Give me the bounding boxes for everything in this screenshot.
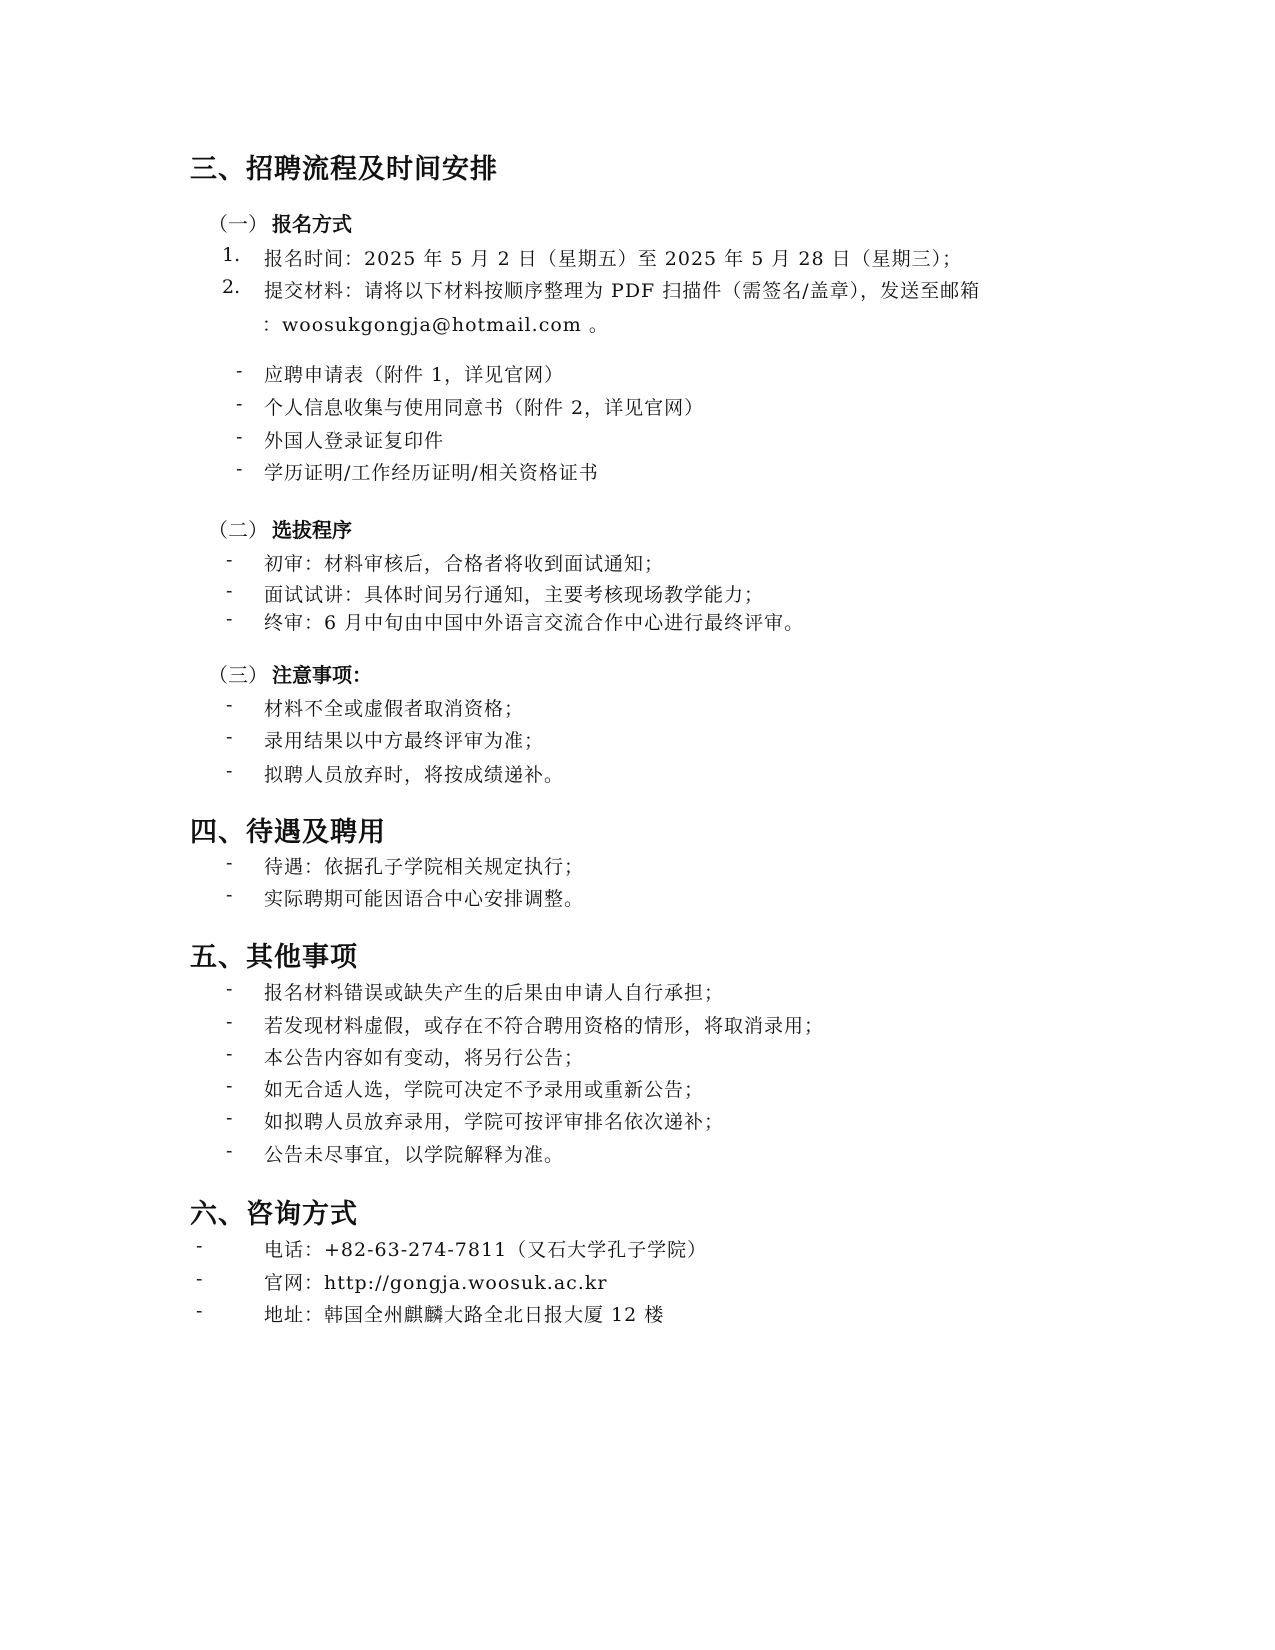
list-dash: - [226, 694, 233, 716]
selection-item: 终审：6 月中旬由中国中外语言交流合作中心进行最终评审。 [264, 612, 805, 634]
other-item: 本公告内容如有变动，将另行公告； [264, 1047, 585, 1069]
benefits-item: 实际聘期可能因语合中心安排调整。 [264, 888, 585, 910]
list-dash: - [226, 884, 233, 906]
selection-item: 初审：材料审核后，合格者将收到面试通知； [264, 553, 665, 575]
list-dash: - [226, 726, 233, 748]
contact-address: 地址：韩国全州麒麟大路全北日报大厦 12 楼 [264, 1304, 665, 1326]
subsection-title: 报名方式 [272, 212, 352, 236]
material-item: 个人信息收集与使用同意书（附件 2，详见官网） [264, 397, 705, 419]
subsection-marker: （一） [208, 212, 268, 236]
section-heading-3: 三、招聘流程及时间安排 [190, 154, 498, 185]
material-item: 应聘申请表（附件 1，详见官网） [264, 364, 565, 386]
benefits-item: 待遇：依据孔子学院相关规定执行； [264, 856, 585, 878]
subsection-title: 注意事项： [272, 663, 372, 687]
list-dash: - [226, 978, 233, 1000]
registration-time: 报名时间：2025 年 5 月 2 日（星期五）至 2025 年 5 月 28 日（星期三）； [264, 248, 963, 270]
other-item: 若发现材料虚假，或存在不符合聘用资格的情形，将取消录用； [264, 1015, 825, 1037]
section-heading-4: 四、待遇及聘用 [190, 817, 386, 848]
notes-item: 拟聘人员放弃时，将按成绩递补。 [264, 764, 565, 786]
subsection-title: 选拔程序 [272, 518, 352, 542]
list-dash: - [226, 1043, 233, 1065]
list-dash: - [226, 549, 233, 571]
list-dash: - [226, 760, 233, 782]
section-heading-6: 六、咨询方式 [190, 1199, 358, 1230]
other-item: 如拟聘人员放弃录用，学院可按评审排名依次递补； [264, 1111, 725, 1133]
list-dash: - [226, 608, 233, 630]
list-dash: - [226, 1011, 233, 1033]
list-dash: - [196, 1300, 203, 1322]
selection-item: 面试试讲：具体时间另行通知，主要考核现场教学能力； [264, 584, 765, 606]
list-dash: - [196, 1235, 203, 1257]
list-number: 2. [222, 276, 241, 298]
list-dash: - [196, 1268, 203, 1290]
material-item: 外国人登录证复印件 [264, 430, 445, 452]
list-dash: - [226, 1107, 233, 1129]
subsection-heading-selection [208, 514, 352, 543]
list-number: 1. [222, 244, 241, 266]
subsection-marker: （三） [208, 663, 268, 687]
submission-email: ：woosukgongja@hotmail.com 。 [262, 314, 609, 336]
other-item: 报名材料错误或缺失产生的后果由申请人自行承担； [264, 982, 725, 1004]
notes-item: 录用结果以中方最终评审为准； [264, 730, 545, 752]
list-dash: - [226, 1140, 233, 1162]
notes-item: 材料不全或虚假者取消资格； [264, 698, 525, 720]
other-item: 公告未尽事宜，以学院解释为准。 [264, 1144, 565, 1166]
list-dash: - [236, 360, 243, 382]
list-dash: - [236, 393, 243, 415]
submission-materials: 提交材料：请将以下材料按顺序整理为 PDF 扫描件（需签名/盖章），发送至邮箱 [264, 280, 981, 302]
contact-website[interactable]: 官网：http://gongja.woosuk.ac.kr [264, 1272, 608, 1294]
subsection-marker: （二） [208, 518, 268, 542]
list-dash: - [226, 1075, 233, 1097]
subsection-heading-notes [208, 659, 372, 688]
list-dash: - [226, 852, 233, 874]
material-item: 学历证明/工作经历证明/相关资格证书 [264, 462, 599, 484]
contact-phone: 电话：+82-63-274-7811（又石大学孔子学院） [264, 1239, 708, 1261]
list-dash: - [236, 426, 243, 448]
other-item: 如无合适人选，学院可决定不予录用或重新公告； [264, 1079, 705, 1101]
list-dash: - [226, 580, 233, 602]
section-heading-5: 五、其他事项 [190, 942, 358, 973]
subsection-heading-registration [208, 208, 352, 237]
list-dash: - [236, 458, 243, 480]
